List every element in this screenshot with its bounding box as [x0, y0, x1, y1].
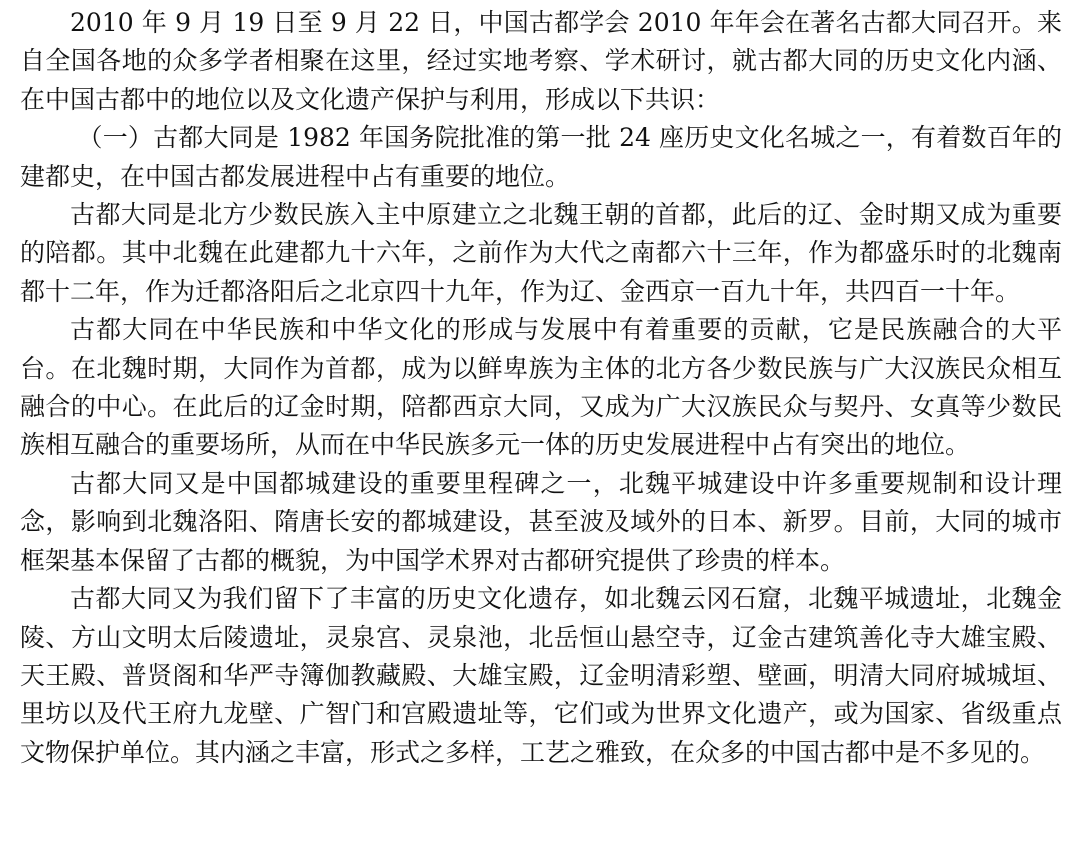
cultural-heritage-paragraph: 古都大同又为我们留下了丰富的历史文化遗存，如北魏云冈石窟，北魏平城遗址，北魏金陵、方山文明太后陵遗址，灵泉宫、灵泉池，北岳恒山悬空寺，辽金古建筑善化寺大雄宝殿、天王殿、普贤阁和华严寺簿伽教藏殿、大雄宝殿，辽金明清彩塑、壁画，明清大同府城城垣、里坊以及代王府九龙壁、广智门和宫殿遗址等，它们或为世界文化遗产，或为国家、省级重点文物保护单位。其内涵之丰富，形式之多样，工艺之雅致，在众多的中国古都中是不多见的。	[20, 584, 1062, 767]
ethnic-fusion-paragraph: 古都大同在中华民族和中华文化的形成与发展中有着重要的贡献，它是民族融合的大平台。在北魏时期，大同作为首都，成为以鲜卑族为主体的北方各少数民族与广大汉族民众相互融合的中心。在此后的辽金时期，陪都西京大同，又成为广大汉族民众与契丹、女真等少数民族相互融合的重要场所，从而在中华民族多元一体的历史发展进程中占有突出的地位。	[20, 315, 1062, 460]
consensus-item-1: （一）古都大同是 1982 年国务院批准的第一批 24 座历史文化名城之一，有着数百年的建都史，在中国古都发展进程中占有重要的地位。	[20, 123, 1062, 191]
capital-history-paragraph: 古都大同是北方少数民族入主中原建立之北魏王朝的首都，此后的辽、金时期又成为重要的陪都。其中北魏在此建都九十六年，之前作为大代之南都六十三年，作为都盛乐时的北魏南都十二年，作为迁都洛阳后之北京四十九年，作为辽、金西京一百九十年，共四百一十年。	[20, 200, 1062, 306]
intro-paragraph: 2010 年 9 月 19 日至 9 月 22 日，中国古都学会 2010 年年会在著名古都大同召开。来自全国各地的众多学者相聚在这里，经过实地考察、学术研讨，就古都大同的历史文化内涵、在中国古都中的地位以及文化遗产保护与利用，形成以下共识：	[20, 8, 1062, 114]
city-planning-paragraph: 古都大同又是中国都城建设的重要里程碑之一，北魏平城建设中许多重要规制和设计理念，影响到北魏洛阳、隋唐长安的都城建设，甚至波及域外的日本、新罗。目前，大同的城市框架基本保留了古都的概貌，为中国学术界对古都研究提供了珍贵的样本。	[20, 468, 1062, 575]
